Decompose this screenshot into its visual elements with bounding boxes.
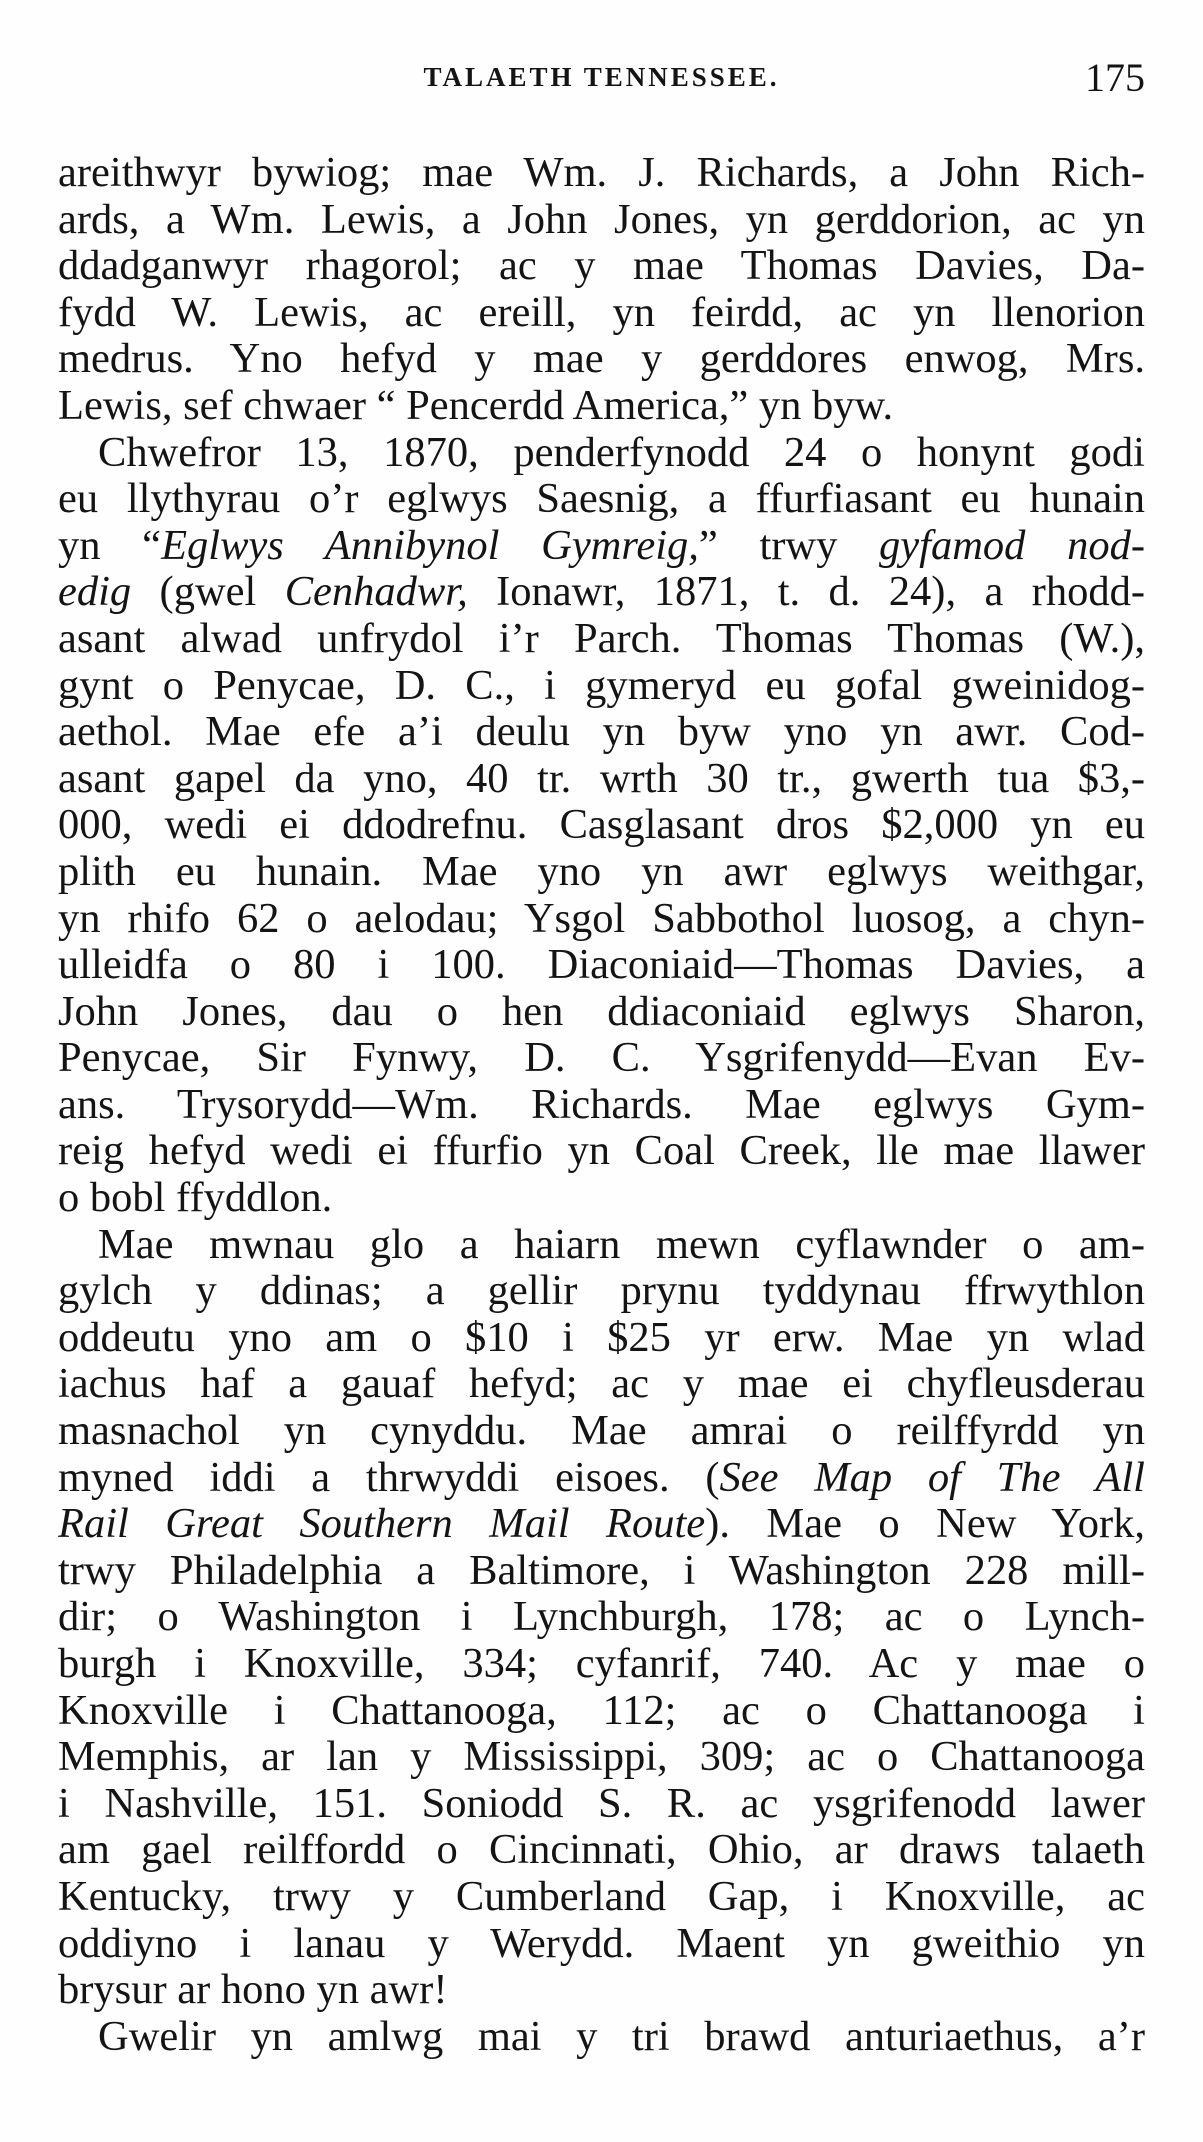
text-line [58, 616, 1145, 663]
text-segment: oddiyno i lanau y Werydd. Maent yn gweithio yn [58, 1920, 1145, 1967]
italic-text: Rail Great Southern Mail Route [58, 1501, 706, 1548]
text-line [58, 1315, 1145, 1362]
text-segment: yn “ [58, 522, 162, 569]
text-line [58, 197, 1145, 244]
text-segment: masnachol yn cynyddu. Mae amrai o reilffyrdd yn [58, 1408, 1145, 1455]
text-segment: ulleidfa o 80 i 100. Diaconiaid—Thomas Davies, a [58, 942, 1145, 989]
text-segment: Lewis, sef chwaer “ Pencerdd America,” yn byw. [58, 382, 894, 429]
italic-text: See Map of The All [719, 1454, 1145, 1501]
body-text [58, 150, 1145, 2060]
text-line [58, 1734, 1145, 1781]
text-line [58, 290, 1145, 337]
text-line [58, 1128, 1145, 1175]
text-line [58, 756, 1145, 803]
text-segment: asant alwad unfrydol i’r Parch. Thomas Thomas (W.), [58, 615, 1145, 662]
text-line [58, 336, 1145, 383]
text-line [58, 476, 1145, 523]
italic-text: Cenhadwr, [284, 569, 468, 616]
italic-text: Eglwys Annibynol Gymreig, [161, 522, 699, 569]
text-segment: asant gapel da yno, 40 tr. wrth 30 tr., gwerth tua $3,- [58, 755, 1145, 802]
text-segment: ddadganwyr rhagorol; ac y mae Thomas Davies, Da- [58, 243, 1145, 290]
italic-text: edig [58, 569, 132, 616]
text-segment: dir; o Washington i Lynchburgh, 178; ac o Lynch- [58, 1594, 1145, 1641]
text-segment: plith eu hunain. Mae yno yn awr eglwys weithgar, [58, 848, 1145, 895]
text-line [58, 1594, 1145, 1641]
text-segment: Gwelir yn amlwg mai y tri brawd anturiaethus, a’r [98, 2013, 1145, 2060]
text-line [58, 1874, 1145, 1921]
page-header [58, 52, 1145, 112]
page-number: 175 [1085, 55, 1145, 100]
text-line [58, 942, 1145, 989]
text-line [58, 1408, 1145, 1455]
text-segment: areithwyr bywiog; mae Wm. J. Richards, a John Rich- [58, 150, 1145, 196]
text-segment: brysur ar hono yn awr! [58, 1967, 448, 2014]
text-segment: myned iddi a thrwyddi eisoes. ( [58, 1454, 720, 1501]
text-segment: Mae mwnau glo a haiarn mewn cyflawnder o am- [98, 1221, 1145, 1268]
text-line [58, 383, 1145, 430]
text-line [58, 1268, 1145, 1315]
text-segment: Knoxville i Chattanooga, 112; ac o Chattanooga i [58, 1687, 1145, 1734]
text-line [58, 150, 1145, 197]
text-segment: Ionawr, 1871, t. d. 24), a rhodd- [467, 569, 1145, 616]
text-line [58, 1688, 1145, 1735]
text-segment: aethol. Mae efe a’i deulu yn byw yno yn awr. Cod- [58, 709, 1145, 756]
text-line [58, 1921, 1145, 1968]
text-segment: ” trwy [698, 522, 880, 569]
text-line [58, 849, 1145, 896]
text-line [58, 569, 1145, 616]
text-line [58, 243, 1145, 290]
text-segment: i Nashville, 151. Soniodd S. R. ac ysgrifenodd lawer [58, 1780, 1145, 1827]
text-line [58, 1222, 1145, 1269]
text-line [58, 523, 1145, 570]
text-segment: ards, a Wm. Lewis, a John Jones, yn gerddorion, ac yn [58, 196, 1145, 243]
text-line [58, 1548, 1145, 1595]
text-line [58, 989, 1145, 1036]
running-title: TALAETH TENNESSEE. [423, 62, 780, 92]
italic-text: gyfamod nod- [879, 522, 1145, 569]
text-segment: ans. Trysorydd—Wm. Richards. Mae eglwys Gym- [58, 1081, 1145, 1128]
text-line [58, 802, 1145, 849]
text-segment: eu llythyrau o’r eglwys Saesnig, a ffurfiasant eu hunain [58, 476, 1145, 523]
text-segment: Kentucky, trwy y Cumberland Gap, i Knoxville, ac [58, 1873, 1145, 1920]
text-segment: John Jones, dau o hen ddiaconiaid eglwys Sharon, [58, 988, 1145, 1035]
text-line [58, 430, 1145, 477]
text-segment: gylch y ddinas; a gellir prynu tyddynau ffrwythlon [58, 1268, 1145, 1315]
text-segment: burgh i Knoxville, 334; cyfanrif, 740. Ac y mae o [58, 1641, 1145, 1687]
text-segment: trwy Philadelphia a Baltimore, i Washington 228 mill- [58, 1547, 1145, 1594]
text-segment: 000, wedi ei ddodrefnu. Casglasant dros $2,000 yn eu [58, 802, 1145, 849]
text-segment: Chwefror 13, 1870, penderfynodd 24 o honynt godi [98, 429, 1145, 476]
text-segment: fydd W. Lewis, ac ereill, yn feirdd, ac yn llenorion [58, 289, 1145, 336]
text-line [58, 1175, 1145, 1222]
text-line [58, 1501, 1145, 1548]
text-line [58, 1455, 1145, 1502]
text-segment: yn rhifo 62 o aelodau; Ysgol Sabbothol luosog, a chyn- [58, 895, 1145, 942]
text-segment: medrus. Yno hefyd y mae y gerddores enwog, Mrs. [58, 336, 1145, 383]
text-line [58, 1035, 1145, 1082]
text-segment: Penycae, Sir Fynwy, D. C. Ysgrifenydd—Evan Ev- [58, 1035, 1145, 1082]
text-segment: ). Mae o New York, [705, 1501, 1145, 1548]
text-segment: (gwel [131, 569, 285, 616]
text-line [58, 1641, 1145, 1688]
text-line [58, 1361, 1145, 1408]
text-line [58, 663, 1145, 710]
text-line [58, 1781, 1145, 1828]
text-line [58, 896, 1145, 943]
text-segment: am gael reilffordd o Cincinnati, Ohio, ar draws talaeth [58, 1827, 1145, 1874]
text-segment: iachus haf a gauaf hefyd; ac y mae ei chyfleusderau [58, 1361, 1145, 1408]
text-line [58, 709, 1145, 756]
text-segment: Memphis, ar lan y Mississippi, 309; ac o Chattanooga [58, 1734, 1145, 1781]
text-line [58, 2014, 1145, 2061]
text-segment: o bobl ffyddlon. [58, 1175, 333, 1222]
text-segment: reig hefyd wedi ei ffurfio yn Coal Creek, lle mae llawer [58, 1128, 1145, 1175]
text-segment: gynt o Penycae, D. C., i gymeryd eu gofal gweinidog- [58, 662, 1145, 709]
text-line [58, 1827, 1145, 1874]
text-line [58, 1967, 1145, 2014]
text-segment: oddeutu yno am o $10 i $25 yr erw. Mae yn wlad [58, 1314, 1145, 1361]
text-line [58, 1082, 1145, 1129]
